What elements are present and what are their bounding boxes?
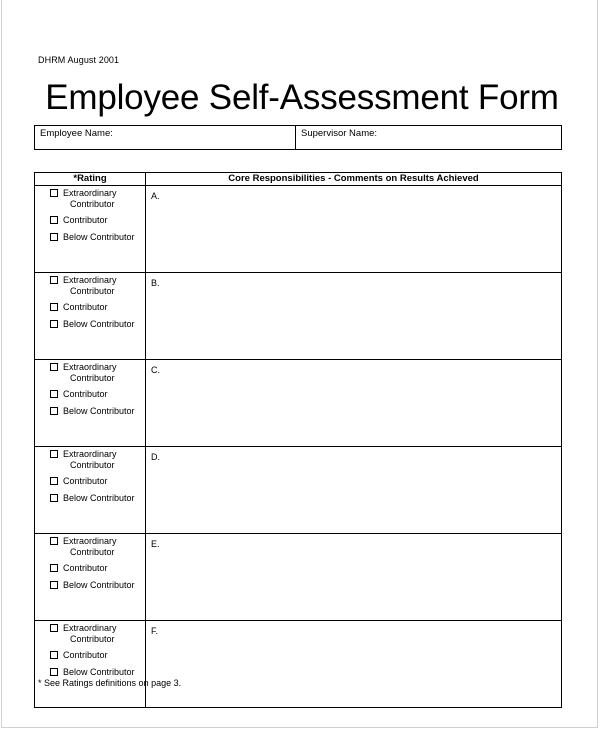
option-contributor[interactable] <box>50 563 145 574</box>
option-label: Contributor <box>63 302 108 312</box>
checkbox-extraordinary-contributor[interactable] <box>50 276 58 284</box>
supervisor-name-field[interactable] <box>296 126 561 149</box>
option-below-contributor[interactable] <box>50 232 145 243</box>
option-extraordinary-contributor[interactable] <box>50 449 145 471</box>
assessment-table <box>34 172 562 708</box>
option-below-contributor[interactable] <box>50 580 145 591</box>
rating-cell <box>35 360 146 447</box>
option-label <box>63 275 133 297</box>
option-label-line2: Contributor <box>70 373 115 383</box>
option-label-line2: Contributor <box>70 460 115 470</box>
option-below-contributor[interactable] <box>50 319 145 330</box>
option-extraordinary-contributor[interactable] <box>50 623 145 645</box>
option-label: Below Contributor <box>63 232 135 242</box>
supervisor-name-label: Supervisor Name: <box>301 128 378 139</box>
checkbox-below-contributor[interactable] <box>50 407 58 415</box>
option-label <box>63 188 133 210</box>
option-label-line2: Contributor <box>70 199 115 209</box>
option-extraordinary-contributor[interactable] <box>50 275 145 297</box>
comments-cell[interactable] <box>146 621 562 708</box>
option-label <box>63 536 133 558</box>
option-contributor[interactable] <box>50 302 145 313</box>
option-label <box>63 449 133 471</box>
core-responsibilities-column-header: Core Responsibilities - Comments on Results Achieved <box>146 173 562 186</box>
option-extraordinary-contributor[interactable] <box>50 362 145 384</box>
option-label: Contributor <box>63 389 108 399</box>
table-row <box>35 186 562 273</box>
option-contributor[interactable] <box>50 389 145 400</box>
responsibility-letter: C. <box>151 365 160 375</box>
rating-cell <box>35 621 146 708</box>
comments-cell[interactable] <box>146 360 562 447</box>
option-below-contributor[interactable] <box>50 667 145 678</box>
option-label-line2: Contributor <box>70 547 115 557</box>
employee-name-label: Employee Name: <box>40 128 113 139</box>
option-label: Below Contributor <box>63 667 135 677</box>
checkbox-extraordinary-contributor[interactable] <box>50 624 58 632</box>
checkbox-contributor[interactable] <box>50 390 58 398</box>
option-label-line2: Contributor <box>70 286 115 296</box>
rating-column-header: *Rating <box>35 173 146 186</box>
option-extraordinary-contributor[interactable] <box>50 188 145 210</box>
rating-cell <box>35 273 146 360</box>
option-label-line1: Extraordinary <box>63 536 117 546</box>
checkbox-contributor[interactable] <box>50 477 58 485</box>
table-row <box>35 273 562 360</box>
option-label-line2: Contributor <box>70 634 115 644</box>
checkbox-contributor[interactable] <box>50 303 58 311</box>
comments-cell[interactable] <box>146 186 562 273</box>
option-label-line1: Extraordinary <box>63 275 117 285</box>
checkbox-below-contributor[interactable] <box>50 320 58 328</box>
page-title: Employee Self-Assessment Form <box>45 78 559 117</box>
responsibility-letter: E. <box>151 539 160 549</box>
option-label-line1: Extraordinary <box>63 623 117 633</box>
employee-name-field[interactable] <box>35 126 296 149</box>
option-contributor[interactable] <box>50 215 145 226</box>
option-extraordinary-contributor[interactable] <box>50 536 145 558</box>
table-row <box>35 534 562 621</box>
form-page <box>1 0 598 728</box>
option-label-line1: Extraordinary <box>63 188 117 198</box>
document-code: DHRM August 2001 <box>38 55 120 65</box>
option-label: Below Contributor <box>63 580 135 590</box>
option-label: Below Contributor <box>63 319 135 329</box>
option-label <box>63 623 133 645</box>
checkbox-contributor[interactable] <box>50 216 58 224</box>
option-contributor[interactable] <box>50 650 145 661</box>
responsibility-letter: B. <box>151 278 160 288</box>
name-fields <box>34 125 562 150</box>
comments-cell[interactable] <box>146 447 562 534</box>
comments-cell[interactable] <box>146 534 562 621</box>
rating-cell <box>35 534 146 621</box>
responsibility-letter: F. <box>151 626 159 636</box>
table-header-row <box>35 173 562 186</box>
rating-cell <box>35 186 146 273</box>
checkbox-below-contributor[interactable] <box>50 668 58 676</box>
option-label: Contributor <box>63 650 108 660</box>
checkbox-contributor[interactable] <box>50 564 58 572</box>
option-label: Contributor <box>63 215 108 225</box>
checkbox-below-contributor[interactable] <box>50 233 58 241</box>
comments-cell[interactable] <box>146 273 562 360</box>
table-row <box>35 447 562 534</box>
option-label: Contributor <box>63 563 108 573</box>
checkbox-extraordinary-contributor[interactable] <box>50 537 58 545</box>
option-below-contributor[interactable] <box>50 406 145 417</box>
checkbox-extraordinary-contributor[interactable] <box>50 189 58 197</box>
option-label-line1: Extraordinary <box>63 449 117 459</box>
checkbox-below-contributor[interactable] <box>50 494 58 502</box>
table-row <box>35 621 562 708</box>
responsibility-letter: A. <box>151 191 160 201</box>
responsibility-letter: D. <box>151 452 160 462</box>
footnote: * See Ratings definitions on page 3. <box>38 678 182 688</box>
rating-cell <box>35 447 146 534</box>
option-label-line1: Extraordinary <box>63 362 117 372</box>
option-contributor[interactable] <box>50 476 145 487</box>
option-label: Below Contributor <box>63 493 135 503</box>
table-row <box>35 360 562 447</box>
option-below-contributor[interactable] <box>50 493 145 504</box>
checkbox-contributor[interactable] <box>50 651 58 659</box>
option-label: Contributor <box>63 476 108 486</box>
checkbox-extraordinary-contributor[interactable] <box>50 363 58 371</box>
option-label: Below Contributor <box>63 406 135 416</box>
option-label <box>63 362 133 384</box>
checkbox-extraordinary-contributor[interactable] <box>50 450 58 458</box>
checkbox-below-contributor[interactable] <box>50 581 58 589</box>
